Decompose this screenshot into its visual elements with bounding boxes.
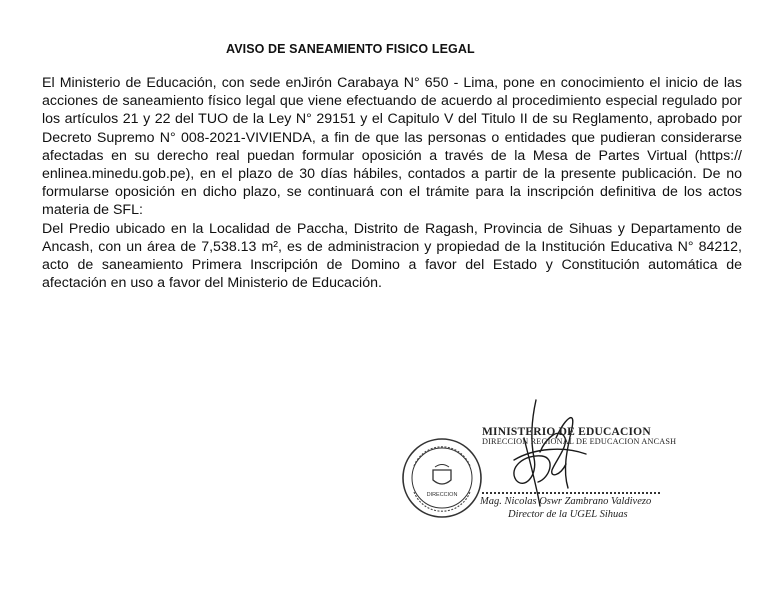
signer-name: Mag. Nicolas Oswr Zambrano Valdivezo — [480, 496, 652, 507]
office-name: MINISTERIO DE EDUCACION — [482, 426, 651, 438]
notice-paragraph-1: El Ministerio de Educación, con sede enJirón Carabaya N° 650 - Lima, pone en conocimiento el inicio de las acciones de saneamiento físico legal que viene efectuando de acuerdo al procedimiento especial regulado por los artículos 21 y 22 del TUO de la Ley N° 29151 y el Capitulo V del Titulo II de su Reglamento, aprobado por Decreto Supremo N° 008-2021-VIVIENDA, a fin de que las personas o entidades que pudieran considerarse afectadas en su derecho real puedan formular oposición a través de la Mesa de Partes Virtual (https:// enlinea.minedu.gob.pe), en el plazo de 30 días hábiles, contados a partir de la presente publicación. De no formularse oposición en dicho plazo, se continuará con el trámite para la inscripción definitiva de los actos materia de SFL: — [42, 75, 742, 219]
official-seal — [400, 436, 484, 520]
signer-role: Director de la UGEL Sihuas — [508, 509, 628, 520]
signature-line — [482, 492, 660, 494]
office-subtitle: DIRECCION REGIONAL DE EDUCACION ANCASH — [482, 437, 677, 446]
seal-text: DIRECCION — [426, 492, 458, 498]
notice-paragraph-2: Del Predio ubicado en la Localidad de Paccha, Distrito de Ragash, Provincia de Sihuas y Departamento de Ancash, con un área de 7,538.13 m², es de administracion y propiedad de la Institución Educativa N° 84212, acto de saneamiento Primera Inscripción de Domino a favor del Estado y Constitución automática de afectación en uso a favor del Ministerio de Educación. — [42, 220, 742, 292]
notice-title: AVISO DE SANEAMIENTO FISICO LEGAL — [226, 42, 475, 56]
office-stamp — [482, 426, 676, 446]
signature-block — [396, 398, 696, 528]
notice-body — [42, 74, 742, 292]
